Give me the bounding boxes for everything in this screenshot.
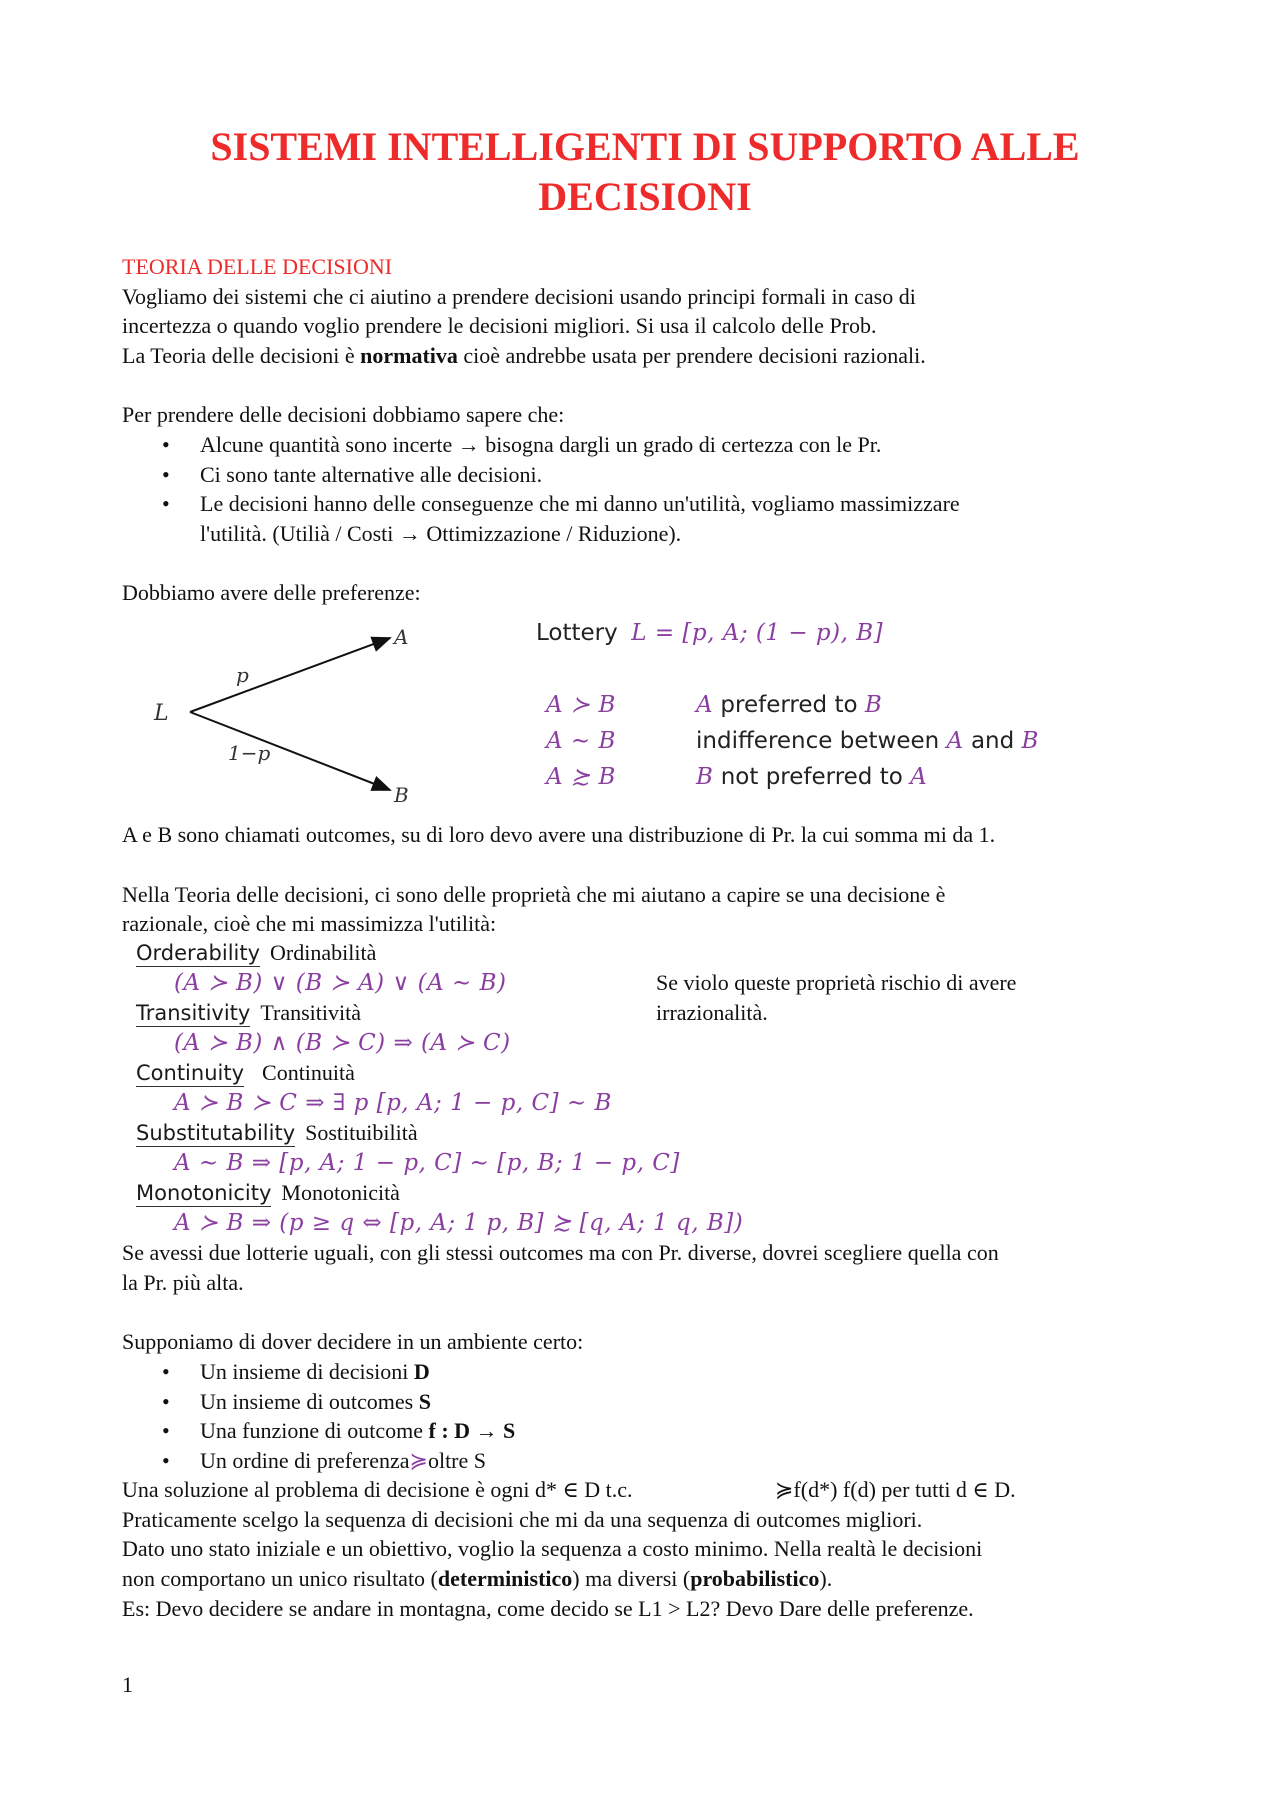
side-note-line: irrazionalità. bbox=[656, 999, 768, 1025]
deterministic-line bbox=[122, 1564, 832, 1594]
property-name: Monotonicity bbox=[136, 1181, 272, 1205]
preferences-intro: Dobbiamo avere delle preferenze: bbox=[122, 580, 421, 605]
properties-after-line: la Pr. più alta. bbox=[122, 1270, 244, 1295]
preference-symbol: ≽ bbox=[409, 1448, 428, 1474]
branch-bottom-arrow bbox=[190, 712, 390, 790]
property-formula: A ≻ B ⇒ (p ≥ q ⇔ [p, A; 1 p, B] ≿ [q, A; 1 q, B]) bbox=[174, 1210, 744, 1236]
section-heading: TEORIA DELLE DECISIONI bbox=[122, 254, 393, 279]
item-bold: S bbox=[418, 1388, 431, 1414]
normative-suffix: cioè andrebbe usata per prendere decisioni razionali. bbox=[457, 343, 926, 368]
certain-env-intro: Supponiamo di dover decidere in un ambiente certo: bbox=[122, 1329, 584, 1354]
property-transitivity-header bbox=[136, 1000, 361, 1026]
solution-line-a: Una soluzione al problema di decisione è ogni d* ∈ D t.c. bbox=[122, 1477, 633, 1502]
list-item: • Ci sono tante alternative alle decisioni. bbox=[122, 460, 960, 490]
tree-prob-top: p bbox=[236, 663, 249, 687]
item-text: Una funzione di outcome bbox=[200, 1418, 429, 1443]
legend-var: A bbox=[696, 692, 714, 718]
bold-term: probabilistico bbox=[690, 1566, 820, 1591]
property-name: Transitivity bbox=[136, 1001, 251, 1025]
text-run: ) ma diversi ( bbox=[572, 1566, 691, 1591]
legend-row bbox=[546, 764, 927, 790]
property-monotonicity-header bbox=[136, 1180, 400, 1206]
paragraph-line: incertezza o quando voglio prendere le decisioni migliori. Si usa il calcolo delle Prob. bbox=[122, 313, 877, 338]
legend-var: B bbox=[864, 692, 883, 718]
legend-desc: and bbox=[963, 728, 1022, 754]
tree-root-label: L bbox=[154, 701, 169, 726]
normative-prefix: La Teoria delle decisioni è bbox=[122, 343, 361, 368]
property-name: Continuity bbox=[136, 1061, 245, 1085]
legend-symbol: A ≿ B bbox=[546, 764, 616, 790]
list-item bbox=[122, 1387, 515, 1417]
properties-intro-line: razionale, cioè che mi massimizza l'utilità: bbox=[122, 911, 497, 936]
tree-leaf-b: B bbox=[394, 783, 409, 807]
normative-line bbox=[122, 341, 926, 371]
item-text: Un insieme di decisioni bbox=[200, 1359, 414, 1384]
solution-line-b: ≽f(d*) f(d) per tutti d ∈ D. bbox=[775, 1477, 1016, 1502]
text-run: ). bbox=[819, 1566, 833, 1591]
paragraph-line: Dato uno stato iniziale e un obiettivo, voglio la sequenza a costo minimo. Nella realtà le decisioni bbox=[122, 1536, 983, 1561]
legend-desc: indifference between bbox=[696, 728, 947, 754]
property-formula: A ∼ B ⇒ [p, A; 1 − p, C] ∼ [p, B; 1 − p, C] bbox=[174, 1150, 680, 1176]
page-number: 1 bbox=[122, 1672, 133, 1697]
paragraph-line: Es: Devo decidere se andare in montagna, come decido se L1 > L2? Devo Dare delle preferenze. bbox=[122, 1596, 974, 1621]
legend-symbol: A ≻ B bbox=[546, 692, 616, 718]
branch-top-arrow bbox=[190, 638, 390, 712]
property-name: Orderability bbox=[136, 941, 261, 965]
normative-bold: normativa bbox=[360, 343, 458, 368]
outcomes-note: A e B sono chiamati outcomes, su di loro devo avere una distribuzione di Pr. la cui somma mi da 1. bbox=[122, 822, 996, 847]
requirements-list bbox=[122, 430, 960, 519]
list-item bbox=[122, 1446, 515, 1477]
side-note bbox=[656, 968, 1016, 1027]
legend-row bbox=[546, 692, 882, 718]
property-formula: A ≻ B ≻ C ⇒ ∃ p [p, A; 1 − p, C] ∼ B bbox=[174, 1090, 612, 1116]
legend-symbol: A ∼ B bbox=[546, 728, 616, 754]
tree-leaf-a: A bbox=[394, 625, 409, 649]
side-note-line: Se violo queste proprietà rischio di avere bbox=[656, 970, 1017, 995]
requirements-intro: Per prendere delle decisioni dobbiamo sapere che: bbox=[122, 402, 565, 427]
item-text: Un insieme di outcomes bbox=[200, 1388, 419, 1414]
lottery-formula: L = [p, A; (1 − p), B] bbox=[631, 620, 884, 646]
properties-after-line: Se avessi due lotterie uguali, con gli stessi outcomes ma con Pr. diverse, dovrei scegliere quella con bbox=[122, 1240, 999, 1265]
paragraph-line: Vogliamo dei sistemi che ci aiutino a prendere decisioni usando principi formali in caso di bbox=[122, 284, 916, 309]
legend-desc: preferred to bbox=[713, 692, 865, 718]
legend-desc: not preferred to bbox=[713, 764, 911, 790]
property-italian: Transitività bbox=[260, 1000, 361, 1025]
item-tail: oltre S bbox=[427, 1447, 487, 1473]
document-title: SISTEMI INTELLIGENTI DI SUPPORTO ALLE DECISIONI bbox=[210, 124, 1080, 219]
tree-prob-bottom: 1−p bbox=[228, 741, 271, 765]
bold-term: deterministico bbox=[437, 1566, 573, 1591]
property-orderability-header bbox=[136, 940, 376, 966]
legend-var: B bbox=[1021, 728, 1039, 754]
item-bold: f : D → S bbox=[428, 1418, 516, 1443]
list-item-continuation: l'utilità. (Utilià / Costi → Ottimizzazione / Riduzione). bbox=[200, 521, 682, 546]
list-item bbox=[122, 1416, 515, 1446]
list-item: • Alcune quantità sono incerte → bisogna dargli un grado di certezza con le Pr. bbox=[122, 430, 960, 460]
property-italian: Monotonicità bbox=[281, 1180, 400, 1205]
property-name: Substitutability bbox=[136, 1121, 296, 1145]
list-item: • Le decisioni hanno delle conseguenze che mi danno un'utilità, vogliamo massimizzare bbox=[122, 489, 960, 519]
legend-row bbox=[546, 728, 1039, 754]
lottery-definition bbox=[536, 620, 883, 646]
property-italian: Continuità bbox=[262, 1060, 355, 1085]
property-formula: (A ≻ B) ∨ (B ≻ A) ∨ (A ∼ B) bbox=[174, 970, 507, 996]
lottery-label: Lottery bbox=[536, 620, 618, 646]
property-substitutability-header bbox=[136, 1120, 418, 1146]
paragraph-line: Praticamente scelgo la sequenza di decisioni che mi da una sequenza di outcomes migliori. bbox=[122, 1507, 923, 1532]
legend-var: A bbox=[910, 764, 928, 790]
legend-var: A bbox=[946, 728, 964, 754]
property-continuity-header bbox=[136, 1060, 355, 1086]
certain-env-list bbox=[122, 1357, 515, 1476]
properties-intro-line: Nella Teoria delle decisioni, ci sono delle proprietà che mi aiutano a capire se una decisione è bbox=[122, 882, 946, 907]
lottery-tree-diagram bbox=[140, 620, 440, 810]
property-italian: Ordinabilità bbox=[270, 940, 377, 965]
text-run: non comportano un unico risultato ( bbox=[122, 1566, 438, 1591]
list-item bbox=[122, 1357, 515, 1387]
item-bold: D bbox=[413, 1359, 430, 1384]
item-text: Un ordine di preferenza bbox=[200, 1447, 410, 1473]
legend-var: B bbox=[696, 764, 714, 790]
property-italian: Sostituibilità bbox=[305, 1120, 418, 1145]
property-formula: (A ≻ B) ∧ (B ≻ C) ⇒ (A ≻ C) bbox=[174, 1030, 511, 1056]
